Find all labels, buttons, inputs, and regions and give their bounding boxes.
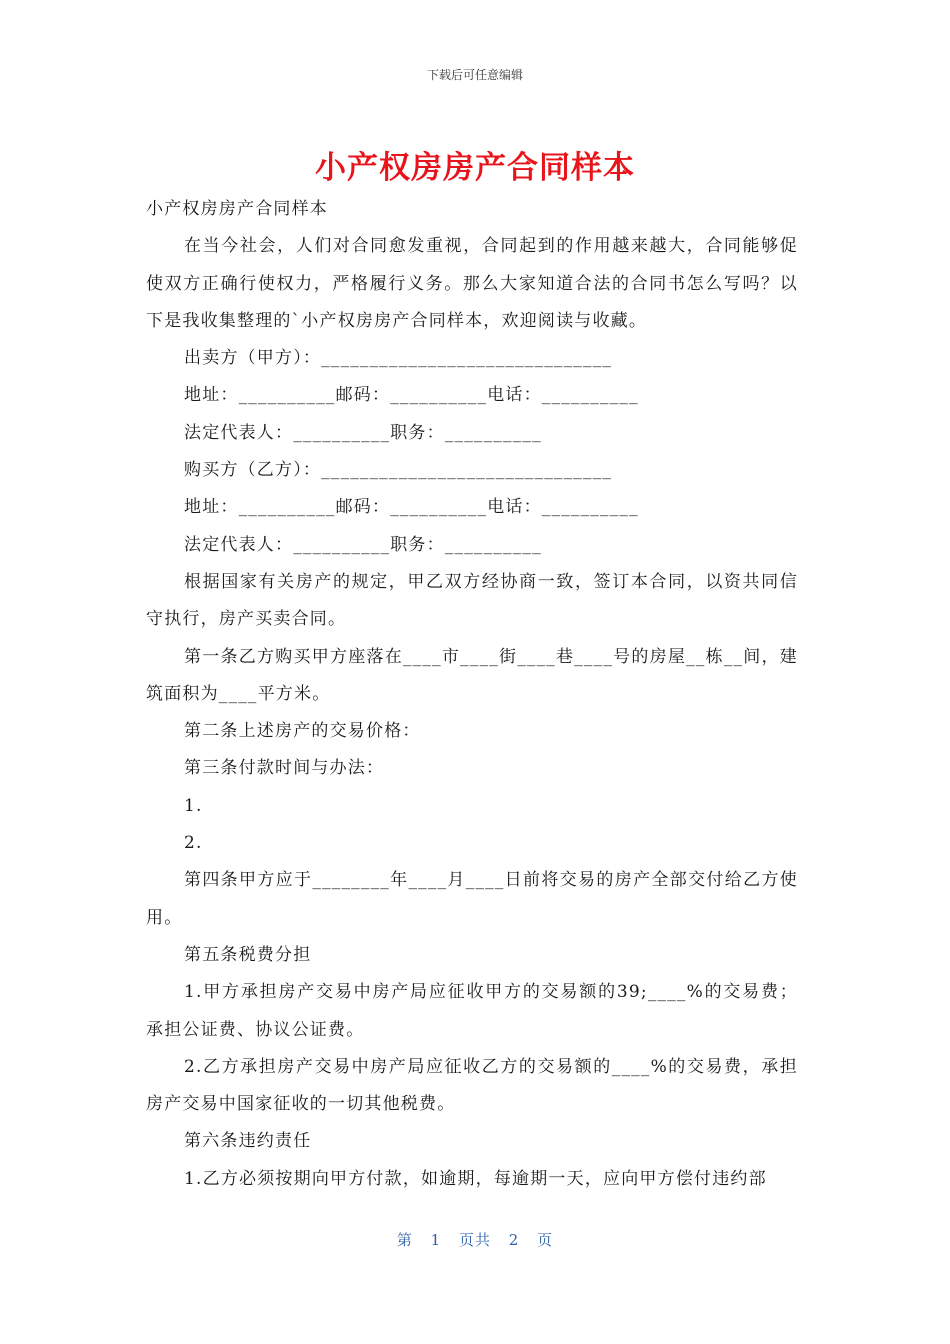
total-pages-number: 2	[508, 1231, 520, 1249]
subtitle-line: 小产权房房产合同样本	[146, 199, 328, 219]
header-note: 下载后可任意编辑	[426, 68, 523, 82]
article-5: 第五条税费分担	[184, 944, 312, 965]
document-title: 小产权房房产合同样本	[315, 150, 635, 186]
article-6-item-1: 1.乙方必须按期向甲方付款，如逾期，每逾期一天，应向甲方偿付违约部	[184, 1168, 767, 1189]
article-5-item-1: 1.甲方承担房产交易中房产局应征收甲方的交易额的39;____%的交易费；承担公证费、协议公证费。	[146, 982, 798, 1040]
seller-line: 出卖方（甲方）：______________________________	[184, 348, 613, 369]
page-label-suffix: 页	[537, 1231, 554, 1249]
seller-address-line: 地址：__________邮码：__________电话：__________	[184, 385, 639, 406]
article-5-item-2: 2.乙方承担房产交易中房产局应征收乙方的交易额的____%的交易费，承担房产交易中国家征收的一切其他税费。	[146, 1056, 798, 1115]
buyer-representative-line: 法定代表人：__________职务：__________	[184, 534, 542, 555]
article-6: 第六条违约责任	[184, 1131, 312, 1152]
seller-representative-line: 法定代表人：__________职务：__________	[184, 422, 542, 443]
article-1: 第一条乙方购买甲方座落在____市____街____巷____号的房屋__栋__间，建筑面积为____平方米。	[146, 646, 798, 704]
article-3-item-1: 1.	[184, 795, 203, 816]
agreement-paragraph: 根据国家有关房产的规定，甲乙双方经协商一致，签订本合同，以资共同信守执行，房产买卖合同。	[146, 571, 798, 630]
article-3: 第三条付款时间与办法：	[184, 758, 385, 779]
article-4: 第四条甲方应于________年____月____日前将交易的房产全部交付给乙方使用。	[146, 870, 798, 928]
page-footer	[0, 1229, 950, 1250]
intro-paragraph: 在当今社会，人们对合同愈发重视，合同起到的作用越来越大，合同能够促使双方正确行使权力，严格履行义务。那么大家知道合法的合同书怎么写吗？以下是我收集整理的`小产权房房产合同样本，欢迎阅读与收藏。	[146, 236, 798, 331]
page-label-prefix: 第	[396, 1231, 413, 1249]
buyer-address-line: 地址：__________邮码：__________电话：__________	[184, 497, 639, 518]
article-3-item-2: 2.	[184, 833, 203, 854]
article-2: 第二条上述房产的交易价格：	[184, 721, 421, 742]
current-page-number: 1	[430, 1231, 442, 1249]
page-label-mid: 页共	[458, 1231, 491, 1249]
buyer-line: 购买方（乙方）：______________________________	[184, 460, 613, 481]
document-body	[146, 191, 798, 1198]
